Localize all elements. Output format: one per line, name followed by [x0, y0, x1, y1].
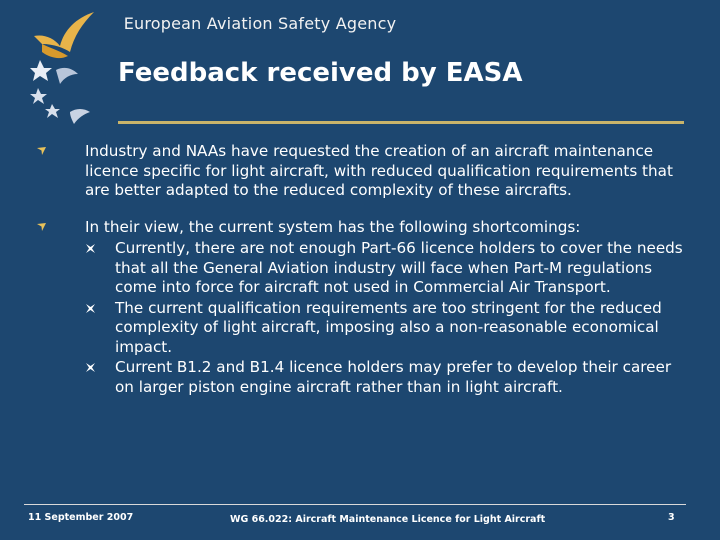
- slide-title: Feedback received by EASA: [118, 58, 523, 88]
- bullet-text: In their view, the current system has the following shortcomings:: [85, 217, 581, 236]
- title-underline: [118, 121, 684, 124]
- subbullet-text: The current qualification requirements are too stringent for the reduced complexity of light aircraft, imposing also a non-reasonable economical impact.: [115, 298, 662, 356]
- star-bullet-icon: [85, 303, 96, 314]
- subbullet-text: Currently, there are not enough Part-66 licence holders to cover the needs that all the General Aviation industry will face when Part-M regulations come into force for aircraft not used in Commercial Air Transport.: [115, 239, 683, 296]
- bullet-item: [36, 218, 686, 398]
- slide-content: [36, 142, 686, 397]
- footer-date: 11 September 2007: [28, 512, 134, 523]
- star-bullet-icon: [85, 243, 96, 254]
- arrow-bullet-icon: [36, 222, 48, 232]
- star-bullet-icon: [85, 362, 96, 373]
- agency-name: European Aviation Safety Agency: [123, 14, 397, 33]
- page-number: 3: [668, 512, 675, 523]
- arrow-bullet-icon: [36, 146, 48, 156]
- subbullet-item: [85, 239, 686, 298]
- subbullet-item: [85, 358, 686, 397]
- footer-divider: [24, 504, 686, 505]
- bullet-item: [36, 142, 686, 201]
- subbullet-item: [85, 299, 686, 358]
- bullet-text: Industry and NAAs have requested the creation of an aircraft maintenance licence specific for light aircraft, with reduced qualification requirements that are better adapted to the reduced complexity of these aircrafts.: [85, 142, 673, 199]
- subbullet-text: Current B1.2 and B1.4 licence holders may prefer to develop their career on larger piston engine aircraft rather than in light aircraft.: [115, 358, 672, 396]
- subbullet-list: [85, 239, 686, 397]
- footer-reference: WG 66.022: Aircraft Maintenance Licence for Light Aircraft: [230, 514, 546, 525]
